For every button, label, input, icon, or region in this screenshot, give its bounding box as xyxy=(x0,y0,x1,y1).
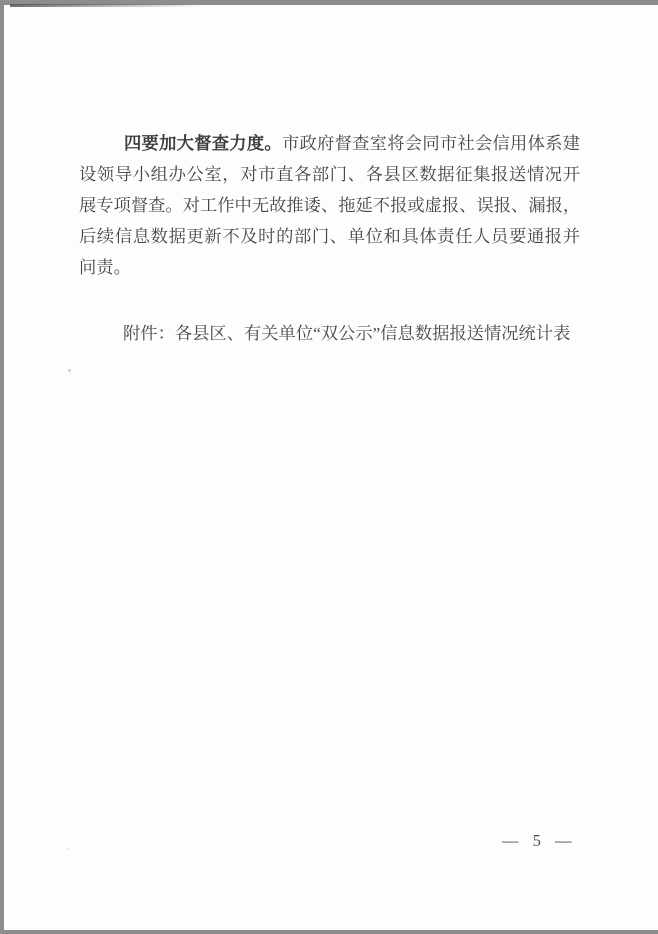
scan-edge-left xyxy=(0,0,4,934)
paragraph-line-text: 后续信息数据更新不及时的部门、单位和具体责任人员要通报并 xyxy=(79,227,580,246)
paragraph-line xyxy=(79,190,580,221)
paragraph-lead-bold: 四要加大督查力度。 xyxy=(124,134,282,153)
paragraph-line-text: 展专项督查。对工作中无故推诿、拖延不报或虚报、误报、漏报， xyxy=(79,196,581,215)
scan-speck xyxy=(68,369,71,372)
paragraph-line-text: 问责。 xyxy=(79,258,131,277)
scan-edge-bottom xyxy=(0,930,658,934)
paragraph-line-text: 设领导小组办公室，对市直各部门、各县区数据征集报送情况开 xyxy=(79,165,580,184)
scan-speck xyxy=(67,848,69,850)
paragraph-line xyxy=(79,128,580,159)
paragraph-line xyxy=(79,252,580,283)
document-paragraph xyxy=(79,128,580,283)
paragraph-line xyxy=(79,221,580,252)
page-number: — 5 — xyxy=(502,831,574,850)
scan-shadow-line xyxy=(10,4,205,7)
paragraph-line-text: 市政府督查室将会同市社会信用体系建 xyxy=(281,134,580,153)
paragraph-line xyxy=(79,159,580,190)
attachment-reference: 附件：各县区、有关单位“双公示”信息数据报送情况统计表 xyxy=(123,324,571,343)
